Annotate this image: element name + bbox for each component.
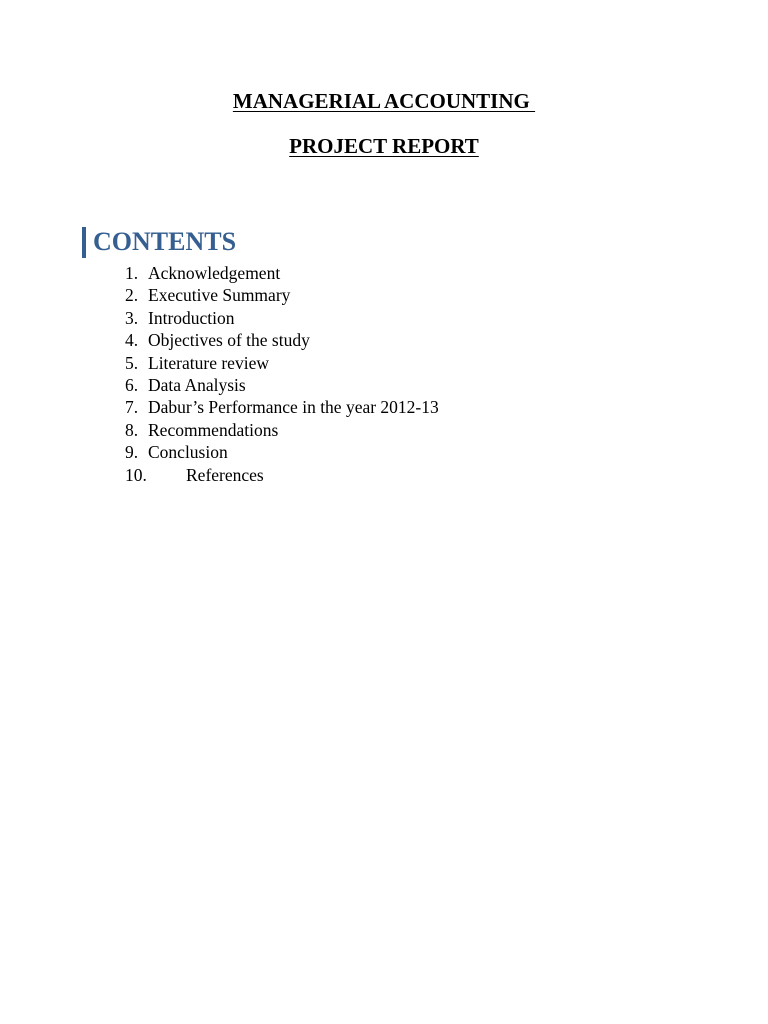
toc-item bbox=[125, 284, 439, 306]
toc-item bbox=[125, 396, 439, 418]
toc-item bbox=[125, 441, 439, 463]
toc-item bbox=[125, 329, 439, 351]
toc-item-text: References bbox=[186, 464, 264, 485]
heading-accent-bar bbox=[82, 227, 86, 258]
toc-item bbox=[125, 464, 439, 486]
contents-heading bbox=[82, 226, 236, 258]
title-line-2: PROJECT REPORT bbox=[289, 134, 479, 158]
toc-item-number: 1. bbox=[125, 263, 139, 283]
toc-item-number: 9. bbox=[125, 442, 139, 463]
toc-item-number: 3. bbox=[125, 307, 139, 328]
toc-item-text: Recommendations bbox=[148, 419, 279, 440]
toc-item-number: 10. bbox=[125, 464, 147, 485]
toc-item-number: 7. bbox=[125, 397, 139, 418]
toc-item-number: 6. bbox=[125, 374, 139, 395]
toc-item-text: Executive Summary bbox=[148, 285, 291, 306]
toc-item bbox=[125, 352, 439, 374]
toc-item bbox=[125, 419, 439, 441]
toc-item-number: 5. bbox=[125, 352, 139, 373]
toc-item-text: Dabur’s Performance in the year 2012-13 bbox=[148, 397, 439, 418]
toc-item-number: 4. bbox=[125, 330, 139, 351]
toc-item-number: 8. bbox=[125, 419, 139, 440]
toc-item bbox=[125, 262, 439, 284]
toc-item bbox=[125, 374, 439, 396]
toc-item-text: Introduction bbox=[148, 307, 235, 328]
toc-item-text: Conclusion bbox=[148, 442, 228, 463]
table-of-contents bbox=[125, 262, 439, 486]
toc-item bbox=[125, 307, 439, 329]
toc-item-text: Data Analysis bbox=[148, 374, 246, 395]
toc-item-text: Acknowledgement bbox=[148, 263, 281, 283]
toc-item-text: Literature review bbox=[148, 352, 269, 373]
contents-heading-text: CONTENTS bbox=[93, 227, 237, 256]
title-line-1: MANAGERIAL ACCOUNTING bbox=[232, 89, 536, 113]
toc-item-number: 2. bbox=[125, 285, 139, 306]
toc-item-text: Objectives of the study bbox=[148, 330, 310, 351]
